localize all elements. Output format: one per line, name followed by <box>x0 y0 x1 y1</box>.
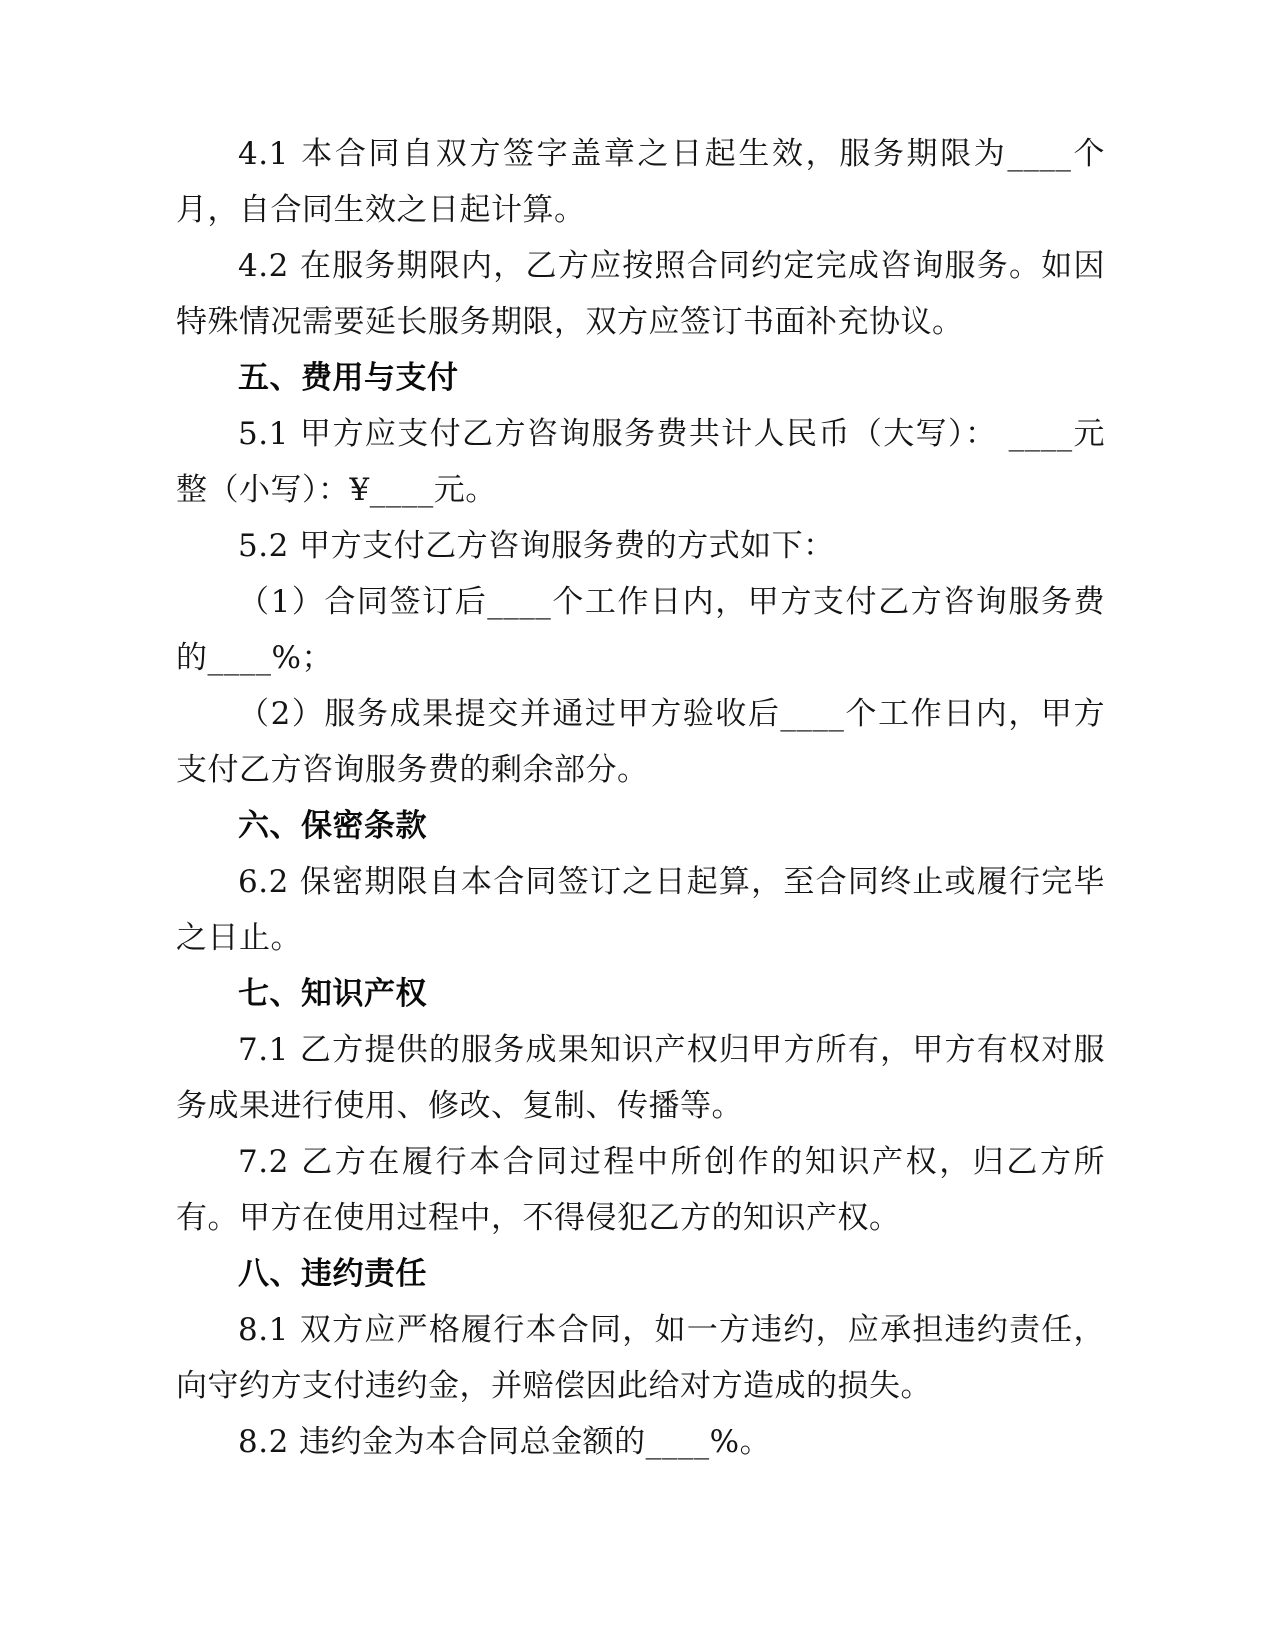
clause-8-2: 8.2 违约金为本合同总金额的____%。 <box>238 1424 772 1460</box>
clause-6-2: 6.2 保密期限自本合同签订之日起算，至合同终止或履行完毕之日止。 <box>176 864 1105 956</box>
clause-4-2: 4.2 在服务期限内，乙方应按照合同约定完成咨询服务。如因特殊情况需要延长服务期限，双方应签订书面补充协议。 <box>176 248 1105 340</box>
section-heading-fees-payment: 五、费用与支付 <box>238 360 459 396</box>
clause-5-1: 5.1 甲方应支付乙方咨询服务费共计人民币（大写）： ____元整（小写）：¥____元。 <box>176 416 1105 508</box>
clause-7-1: 7.1 乙方提供的服务成果知识产权归甲方所有，甲方有权对服务成果进行使用、修改、复制、传播等。 <box>176 1032 1105 1124</box>
clause-5-2-item-1: （1）合同签订后____个工作日内，甲方支付乙方咨询服务费的____%； <box>176 584 1105 676</box>
clause-7-2: 7.2 乙方在履行本合同过程中所创作的知识产权，归乙方所有。甲方在使用过程中，不得侵犯乙方的知识产权。 <box>176 1144 1105 1236</box>
clause-5-2-item-2: （2）服务成果提交并通过甲方验收后____个工作日内，甲方支付乙方咨询服务费的剩余部分。 <box>176 696 1105 788</box>
section-heading-confidentiality: 六、保密条款 <box>238 808 427 844</box>
clause-5-2: 5.2 甲方支付乙方咨询服务费的方式如下： <box>238 528 835 564</box>
clause-8-1: 8.1 双方应严格履行本合同，如一方违约，应承担违约责任，向守约方支付违约金，并赔偿因此给对方造成的损失。 <box>176 1312 1105 1404</box>
section-heading-intellectual-property: 七、知识产权 <box>238 976 427 1012</box>
section-heading-breach-liability: 八、违约责任 <box>238 1256 427 1292</box>
clause-4-1: 4.1 本合同自双方签字盖章之日起生效，服务期限为____个月，自合同生效之日起计算。 <box>176 136 1105 228</box>
